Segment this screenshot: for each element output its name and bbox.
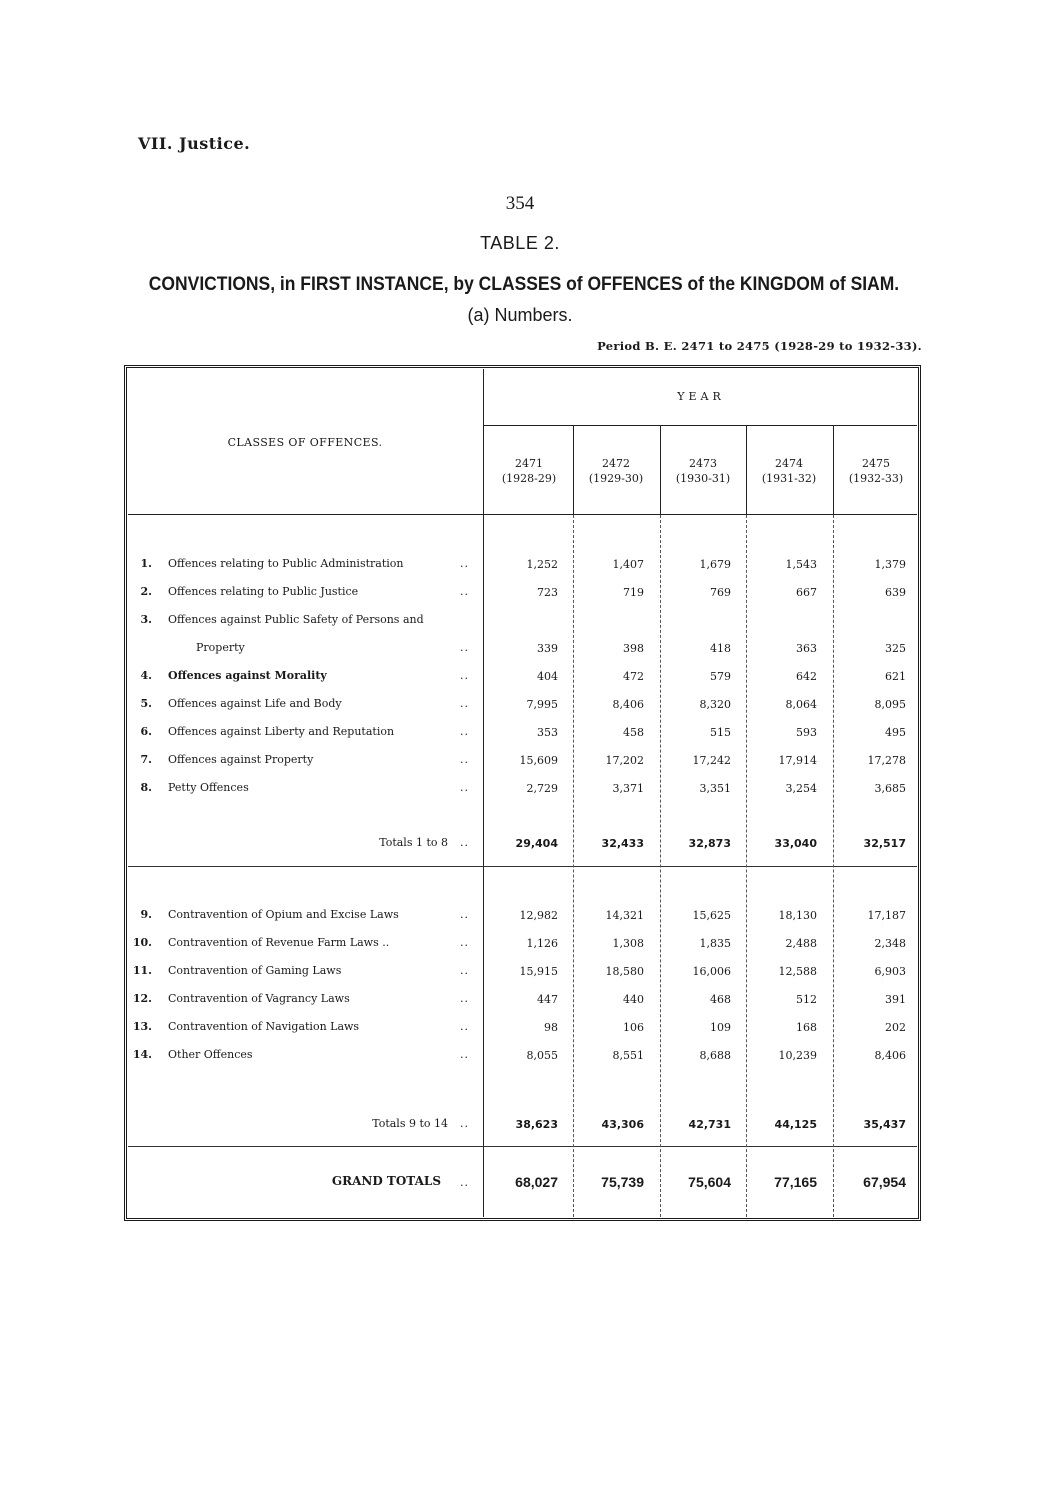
column-header [486, 456, 572, 486]
column-range: (1930-31) [675, 472, 731, 485]
table-cell: 15,915 [519, 965, 558, 978]
table-cell: 10,239 [778, 1049, 817, 1062]
row-number: 12. [132, 992, 152, 1005]
row-number: 4. [140, 669, 152, 682]
table-cell: 495 [885, 726, 906, 739]
leader-dots: .. [460, 557, 469, 570]
table-cell: 18,130 [778, 909, 817, 922]
table-cell: 621 [885, 670, 906, 683]
table-cell: 18,580 [605, 965, 644, 978]
table-divider [833, 515, 834, 1217]
table-cell: 12,982 [519, 909, 558, 922]
table-cell: 339 [537, 642, 558, 655]
table-cell: 404 [537, 670, 558, 683]
table-subtitle: (a) Numbers. [467, 305, 573, 325]
table-cell: 8,320 [699, 698, 731, 711]
total-cell: 29,404 [515, 837, 558, 850]
table-divider [128, 1146, 917, 1147]
table-cell: 8,406 [612, 698, 644, 711]
table-cell: 1,308 [612, 937, 644, 950]
leader-dots: .. [460, 1117, 469, 1130]
table-cell: 391 [885, 993, 906, 1006]
grand-total-cell: 75,739 [601, 1174, 644, 1190]
row-label: Contravention of Opium and Excise Laws [168, 908, 399, 921]
leader-dots: .. [460, 781, 469, 794]
table-cell: 593 [796, 726, 817, 739]
leader-dots: .. [460, 697, 469, 710]
row-number: 13. [132, 1020, 152, 1033]
total-cell: 32,873 [688, 837, 731, 850]
column-header [746, 456, 832, 486]
row-label: Offences relating to Public Administration [168, 557, 404, 570]
row-number: 10. [132, 936, 152, 949]
table-cell: 15,625 [692, 909, 731, 922]
grand-total-cell: 67,954 [863, 1174, 906, 1190]
table-cell: 325 [885, 642, 906, 655]
table-cell: 769 [710, 586, 731, 599]
table-cell: 106 [623, 1021, 644, 1034]
table-cell: 8,551 [612, 1049, 644, 1062]
table-cell: 16,006 [692, 965, 731, 978]
total-cell: 33,040 [774, 837, 817, 850]
total-cell: 32,517 [863, 837, 906, 850]
table-cell: 8,064 [785, 698, 817, 711]
table-divider [483, 369, 484, 1217]
table-cell: 8,406 [874, 1049, 906, 1062]
table-cell: 3,685 [874, 782, 906, 795]
leader-dots: .. [460, 725, 469, 738]
total-cell: 43,306 [601, 1118, 644, 1131]
table-cell: 1,679 [699, 558, 731, 571]
table-cell: 17,278 [867, 754, 906, 767]
page-number: 354 [505, 193, 535, 214]
table-cell: 1,379 [874, 558, 906, 571]
table-cell: 17,187 [867, 909, 906, 922]
table-cell: 398 [623, 642, 644, 655]
column-header [573, 456, 659, 486]
period-note: Period B. E. 2471 to 2475 (1928-29 to 1932-33). [597, 339, 922, 353]
row-label: Offences relating to Public Justice [168, 585, 359, 598]
year-header: YEAR [677, 390, 725, 403]
table-cell: 17,242 [692, 754, 731, 767]
table-cell: 363 [796, 642, 817, 655]
table-cell: 2,729 [526, 782, 558, 795]
table-cell: 8,095 [874, 698, 906, 711]
leader-dots: .. [460, 836, 469, 849]
table-divider [746, 515, 747, 1217]
leader-dots: .. [460, 964, 469, 977]
row-label: Offences against Liberty and Reputation [168, 725, 395, 738]
table-cell: 8,688 [699, 1049, 731, 1062]
table-cell: 579 [710, 670, 731, 683]
row-label: Offences against Public Safety of Persons and [168, 613, 424, 626]
table-cell: 447 [537, 993, 558, 1006]
table-cell: 109 [710, 1021, 731, 1034]
table-cell: 1,126 [526, 937, 558, 950]
row-label: Contravention of Gaming Laws [168, 964, 342, 977]
table-cell: 440 [623, 993, 644, 1006]
row-label: Other Offences [168, 1048, 253, 1061]
row-number: 2. [140, 585, 152, 598]
table-cell: 472 [623, 670, 644, 683]
column-header [660, 456, 746, 486]
leader-dots: .. [460, 641, 469, 654]
leader-dots: .. [460, 669, 469, 682]
grand-total-cell: 75,604 [688, 1174, 731, 1190]
table-cell: 3,371 [612, 782, 644, 795]
table-title: CONVICTIONS, in FIRST INSTANCE, by CLASSES of OFFENCES of the KINGDOM of SIAM. [148, 274, 900, 295]
column-year: 2474 [775, 457, 803, 470]
column-year: 2472 [602, 457, 630, 470]
table-cell: 1,252 [526, 558, 558, 571]
row-label: Contravention of Vagrancy Laws [168, 992, 350, 1005]
column-year: 2471 [515, 457, 543, 470]
row-label: Petty Offences [168, 781, 249, 794]
table-cell: 1,407 [612, 558, 644, 571]
table-cell: 202 [885, 1021, 906, 1034]
column-year: 2473 [689, 457, 717, 470]
row-label: Offences against Property [168, 753, 314, 766]
section-heading: VII. Justice. [138, 134, 251, 153]
table-cell: 98 [544, 1021, 558, 1034]
table-divider [573, 515, 574, 1217]
table-cell: 719 [623, 586, 644, 599]
leader-dots: .. [460, 1048, 469, 1061]
totals-label: Totals 9 to 14 [372, 1117, 448, 1130]
column-range: (1932-33) [848, 472, 904, 485]
leader-dots: .. [460, 936, 469, 949]
table-cell: 458 [623, 726, 644, 739]
leader-dots: .. [460, 1020, 469, 1033]
total-cell: 32,433 [601, 837, 644, 850]
table-label: TABLE 2. [480, 233, 560, 253]
table-cell: 418 [710, 642, 731, 655]
row-number: 1. [140, 557, 152, 570]
row-label: Offences against Morality [168, 669, 327, 682]
column-year: 2475 [862, 457, 890, 470]
row-number: 14. [132, 1048, 152, 1061]
table-cell: 3,254 [785, 782, 817, 795]
totals-label: Totals 1 to 8 [379, 836, 448, 849]
table-divider [660, 515, 661, 1217]
leader-dots: .. [460, 1176, 469, 1189]
table-cell: 2,348 [874, 937, 906, 950]
grand-total-cell: 68,027 [515, 1174, 558, 1190]
table-cell: 667 [796, 586, 817, 599]
table-cell: 6,903 [874, 965, 906, 978]
column-range: (1931-32) [761, 472, 817, 485]
leader-dots: .. [460, 992, 469, 1005]
table-cell: 12,588 [778, 965, 817, 978]
table-cell: 15,609 [519, 754, 558, 767]
table-cell: 17,914 [778, 754, 817, 767]
grand-total-cell: 77,165 [774, 1174, 817, 1190]
table-cell: 1,835 [699, 937, 731, 950]
table-divider [483, 425, 917, 426]
row-number: 3. [140, 613, 152, 626]
table-cell: 8,055 [526, 1049, 558, 1062]
table-cell: 14,321 [605, 909, 644, 922]
classes-header: CLASSES OF OFFENCES. [227, 436, 383, 449]
grand-totals-label: GRAND TOTALS [331, 1174, 441, 1188]
table-cell: 723 [537, 586, 558, 599]
total-cell: 38,623 [515, 1118, 558, 1131]
row-number: 8. [140, 781, 152, 794]
table-cell: 353 [537, 726, 558, 739]
row-label: Contravention of Revenue Farm Laws .. [168, 936, 390, 949]
total-cell: 44,125 [774, 1118, 817, 1131]
table-cell: 639 [885, 586, 906, 599]
total-cell: 35,437 [863, 1118, 906, 1131]
row-number: 11. [132, 964, 152, 977]
row-number: 7. [140, 753, 152, 766]
row-number: 6. [140, 725, 152, 738]
row-label: Offences against Life and Body [168, 697, 342, 710]
table-cell: 3,351 [699, 782, 731, 795]
table-cell: 17,202 [605, 754, 644, 767]
table-divider [128, 866, 917, 867]
row-label-continued: Property [196, 641, 245, 654]
total-cell: 42,731 [688, 1118, 731, 1131]
column-range: (1928-29) [501, 472, 557, 485]
table-cell: 7,995 [526, 698, 558, 711]
leader-dots: .. [460, 908, 469, 921]
table-cell: 168 [796, 1021, 817, 1034]
table-divider [128, 514, 917, 515]
table-cell: 642 [796, 670, 817, 683]
table-cell: 2,488 [785, 937, 817, 950]
table-cell: 515 [710, 726, 731, 739]
row-number: 5. [140, 697, 152, 710]
row-number: 9. [140, 908, 152, 921]
leader-dots: .. [460, 753, 469, 766]
leader-dots: .. [460, 585, 469, 598]
column-range: (1929-30) [588, 472, 644, 485]
table-cell: 1,543 [785, 558, 817, 571]
column-header [833, 456, 919, 486]
row-label: Contravention of Navigation Laws [168, 1020, 360, 1033]
table-cell: 512 [796, 993, 817, 1006]
table-cell: 468 [710, 993, 731, 1006]
